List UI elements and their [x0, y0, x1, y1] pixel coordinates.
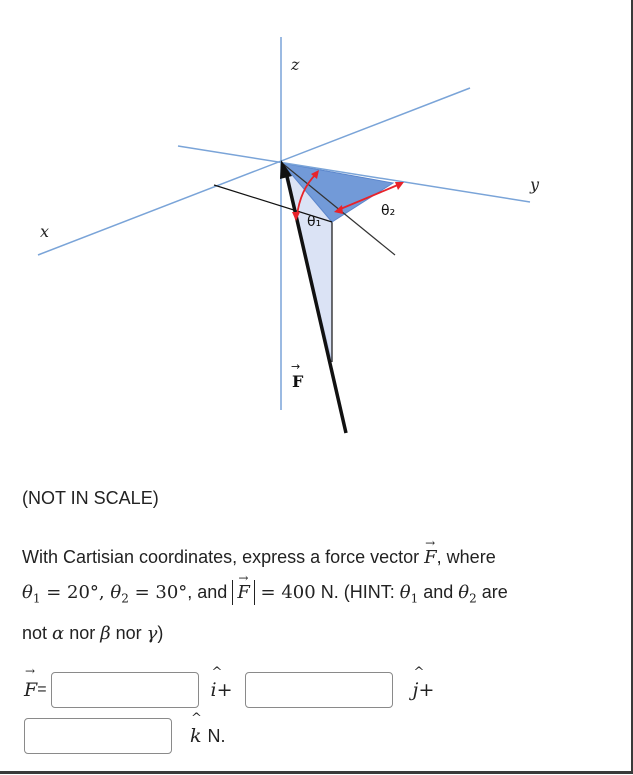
j-unit-vector: [413, 679, 435, 701]
line3-start: not: [22, 622, 53, 643]
hint-are: are: [476, 582, 508, 602]
answer-equals: =: [37, 681, 47, 698]
vector-symbol: → F: [424, 541, 437, 575]
nor-text-1: nor: [64, 622, 101, 643]
theta1-label: θ₁: [307, 214, 322, 230]
k-unit-vector: [190, 725, 202, 747]
question-where: , where: [436, 547, 496, 567]
hint-text: N. (HINT:: [315, 582, 400, 602]
beta-symbol: β: [100, 622, 111, 644]
x-axis-label: x: [40, 222, 50, 241]
i-unit-vector: [211, 679, 233, 701]
vector-arrow-mark: →: [291, 360, 301, 373]
hint-theta1-subscript: 1: [410, 591, 419, 606]
x-component-input[interactable]: [51, 672, 199, 708]
plus-sign-2: +: [418, 679, 435, 701]
theta2-symbol: θ: [110, 582, 122, 603]
hint-theta2: θ: [458, 582, 470, 603]
theta2-label: θ₂: [381, 203, 396, 219]
z-component-input[interactable]: [24, 718, 172, 754]
y-component-input[interactable]: [245, 672, 393, 708]
theta2-subscript: 2: [121, 591, 129, 606]
alpha-symbol: α: [52, 622, 65, 644]
theta1-value: = 20°,: [40, 582, 111, 603]
nor-text-2: nor: [110, 622, 147, 643]
magnitude-value: = 400: [254, 582, 316, 603]
x-axis-line: [38, 88, 470, 255]
and-text: , and: [187, 582, 233, 602]
answer-row-1: [24, 672, 444, 708]
k-hat-symbol: ^ k: [190, 725, 202, 747]
question-intro: With Cartisian coordinates, express a force vector: [22, 547, 425, 567]
close-paren: ): [157, 622, 164, 643]
answer-row-2: [24, 718, 226, 754]
vector-label: F: [292, 372, 304, 391]
gamma-symbol: γ: [146, 622, 158, 644]
question-text: [22, 540, 612, 651]
not-in-scale-note: (NOT IN SCALE): [22, 488, 159, 508]
answer-vector-symbol: → F: [24, 679, 37, 701]
theta1-symbol: θ: [22, 582, 33, 603]
z-axis-label: z: [291, 55, 300, 74]
hint-theta2-subscript: 2: [469, 591, 477, 606]
magnitude-bars: [232, 580, 255, 605]
plus-sign-1: +: [216, 679, 233, 701]
i-hat-symbol: ^ i: [211, 679, 217, 701]
unit-newton: N.: [207, 725, 226, 746]
j-hat-symbol: ^ j: [413, 679, 419, 701]
y-axis-label: y: [530, 175, 540, 194]
hint-and: and: [418, 582, 459, 602]
theta1-subscript: 1: [32, 591, 41, 606]
magnitude-vector-symbol: → F: [237, 581, 250, 605]
hint-theta1: θ: [399, 582, 411, 603]
theta2-value: = 30°: [128, 582, 188, 603]
